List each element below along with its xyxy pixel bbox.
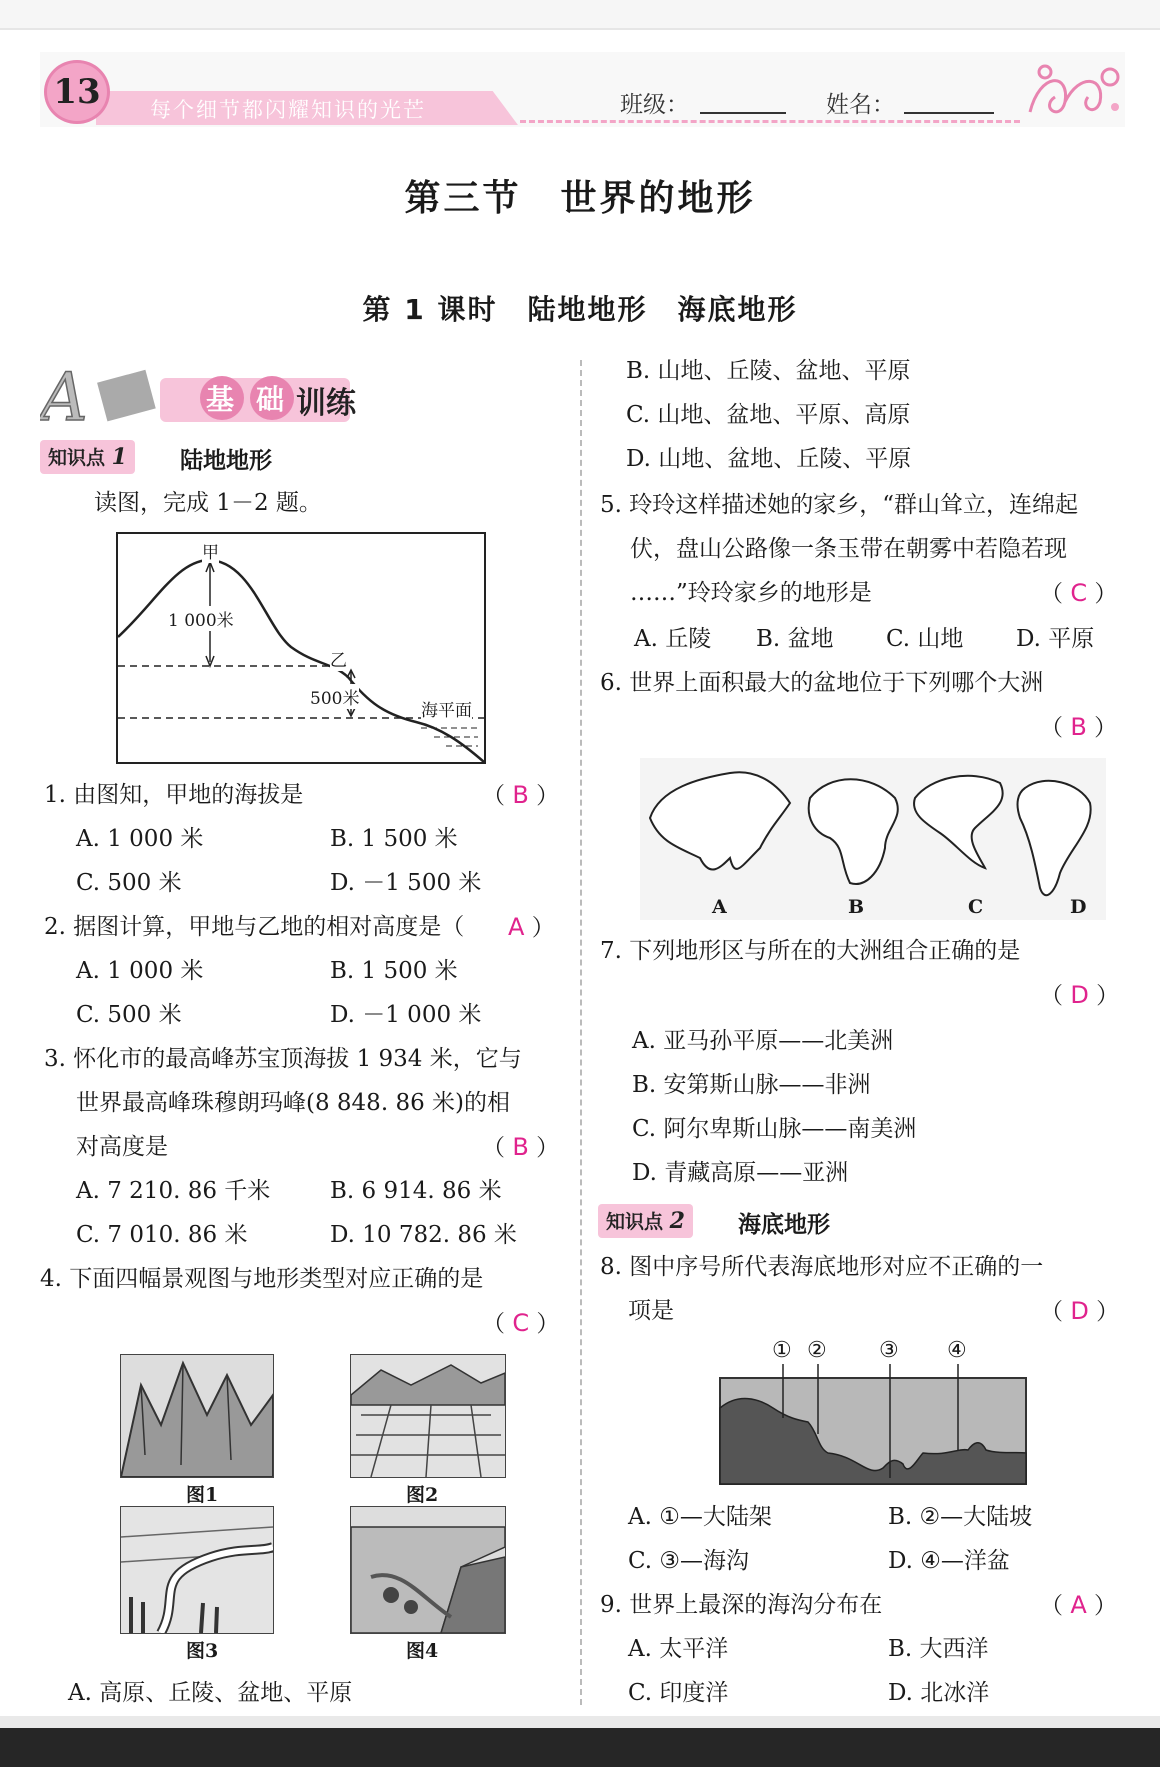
- q4-stem: 4. 下面四幅景观图与地形类型对应正确的是: [40, 1266, 484, 1292]
- q9-option-a[interactable]: A. 太平洋: [628, 1636, 729, 1662]
- motto: 每个细节都闪耀知识的光芒: [150, 98, 426, 122]
- figure-3-caption: 图3: [186, 1640, 219, 1662]
- q8-option-b[interactable]: B. ②—大陆坡: [888, 1504, 1033, 1530]
- q9-option-c[interactable]: C. 印度洋: [628, 1680, 729, 1706]
- q7-option-a[interactable]: A. 亚马孙平原——北美洲: [632, 1028, 894, 1054]
- q7-answer-bracket: （ D ）: [1040, 981, 1120, 1009]
- q9-stem: 9. 世界上最深的海沟分布在: [600, 1592, 883, 1618]
- q5-option-c[interactable]: C. 山地: [886, 626, 964, 652]
- knowledge-point-title-2: 海底地形: [738, 1212, 830, 1238]
- map-label-a: A: [712, 896, 727, 918]
- label-500m: 500米: [310, 684, 359, 709]
- column-divider: [580, 360, 582, 1705]
- landscape-figure-3: [120, 1506, 274, 1634]
- banner-text: 训练: [296, 386, 356, 421]
- flower-ornament-icon: [1020, 52, 1125, 127]
- page-number: 13: [44, 60, 110, 124]
- q1-answer-bracket: （ B ）: [482, 781, 560, 809]
- q4-option-a[interactable]: A. 高原、丘陵、盆地、平原: [68, 1680, 353, 1706]
- q5-option-d[interactable]: D. 平原: [1016, 626, 1095, 652]
- q8-stem-line2: 项是: [628, 1298, 674, 1324]
- q3-option-b[interactable]: B. 6 914. 86 米: [330, 1178, 502, 1204]
- continent-outlines-map: [640, 758, 1106, 920]
- q1-option-c[interactable]: C. 500 米: [76, 870, 182, 896]
- mountain-landscape-icon: [121, 1355, 273, 1477]
- q5-option-a[interactable]: A. 丘陵: [634, 626, 712, 652]
- class-blank[interactable]: [700, 112, 786, 114]
- q5-answer-bracket: （ C ）: [1040, 579, 1118, 607]
- q5-answer: C: [1070, 579, 1088, 607]
- banner-char-1: 基: [206, 383, 235, 416]
- q8-option-a[interactable]: A. ①—大陆架: [628, 1504, 772, 1530]
- top-edge: [0, 0, 1160, 30]
- page-subtitle: 第 1 课时 陆地地形 海底地形: [362, 293, 798, 326]
- q8-option-c[interactable]: C. ③—海沟: [628, 1548, 750, 1574]
- seafloor-marker-3: ③: [879, 1338, 899, 1363]
- seafloor-profile-diagram: [718, 1338, 1028, 1486]
- q7-option-b[interactable]: B. 安第斯山脉——非洲: [632, 1072, 871, 1098]
- map-label-b: B: [848, 896, 865, 918]
- seafloor-figure: [718, 1338, 1028, 1486]
- q4-option-b[interactable]: B. 山地、丘陵、盆地、平原: [626, 358, 911, 384]
- label-sea-level: 海平面: [421, 696, 472, 721]
- q7-answer: D: [1070, 981, 1089, 1009]
- q1-answer: B: [512, 781, 529, 809]
- q3-option-c[interactable]: C. 7 010. 86 米: [76, 1222, 248, 1248]
- banner-char-2: 础: [256, 383, 285, 416]
- q4-option-c[interactable]: C. 山地、盆地、平原、高原: [626, 402, 911, 428]
- q1-option-a[interactable]: A. 1 000 米: [76, 826, 204, 852]
- q6-stem: 6. 世界上面积最大的盆地位于下列哪个大洲: [600, 670, 1044, 696]
- header-dash: [520, 120, 1020, 123]
- q5-stem-line1: 5. 玲玲这样描述她的家乡，“群山耸立，连绵起: [600, 492, 1079, 518]
- q8-stem-line1: 8. 图中序号所代表海底地形对应不正确的一: [600, 1254, 1044, 1280]
- figure-4-caption: 图4: [406, 1640, 439, 1662]
- q2-option-b[interactable]: B. 1 500 米: [330, 958, 458, 984]
- q9-option-b[interactable]: B. 大西洋: [888, 1636, 989, 1662]
- knowledge-point-tag-2: 知识点 2: [598, 1204, 693, 1238]
- q2-answer: A: [508, 913, 525, 941]
- q2-option-c[interactable]: C. 500 米: [76, 1002, 182, 1028]
- plateau-landscape-icon: [351, 1507, 505, 1633]
- q9-option-d[interactable]: D. 北冰洋: [888, 1680, 990, 1706]
- q2-answer-bracket: A ）: [508, 913, 555, 941]
- q8-option-d[interactable]: D. ④—洋盆: [888, 1548, 1010, 1574]
- q8-answer: D: [1070, 1297, 1089, 1325]
- q2-option-a[interactable]: A. 1 000 米: [76, 958, 204, 984]
- knowledge-point-tag: 知识点 1: [40, 440, 135, 474]
- q1-option-d[interactable]: D. －1 500 米: [330, 870, 482, 896]
- q9-answer-bracket: （ A ）: [1040, 1591, 1118, 1619]
- q1-option-b[interactable]: B. 1 500 米: [330, 826, 458, 852]
- q7-option-c[interactable]: C. 阿尔卑斯山脉——南美洲: [632, 1116, 917, 1142]
- label-1000m: 1 000米: [168, 606, 234, 631]
- q2-stem: 2. 据图计算，甲地与乙地的相对高度是（: [44, 914, 465, 940]
- q4-answer-bracket: （ C ）: [482, 1309, 560, 1337]
- elevation-profile-figure: [116, 532, 486, 764]
- q1-stem: 1. 由图知，甲地的海拔是: [44, 782, 304, 808]
- continents-figure: [640, 758, 1106, 920]
- q3-stem-line2: 世界最高峰珠穆朗玛峰(8 848. 86 米)的相: [76, 1090, 510, 1116]
- bottom-bar: [0, 1728, 1160, 1767]
- name-blank[interactable]: [904, 112, 994, 114]
- seafloor-marker-1: ①: [772, 1338, 792, 1363]
- knowledge-point-title: 陆地地形: [180, 448, 272, 474]
- label-jia: 甲: [202, 538, 219, 563]
- q3-answer-bracket: （ B ）: [482, 1133, 560, 1161]
- page-title: 第三节 世界的地形: [404, 177, 756, 219]
- q3-stem-line1: 3. 怀化市的最高峰苏宝顶海拔 1 934 米，它与: [44, 1046, 522, 1072]
- figure-2-caption: 图2: [406, 1484, 439, 1506]
- q4-option-d[interactable]: D. 山地、盆地、丘陵、平原: [626, 446, 912, 472]
- q6-answer: B: [1070, 713, 1087, 741]
- q3-stem-line3: 对高度是: [76, 1134, 168, 1160]
- q8-answer-bracket: （ D ）: [1040, 1297, 1120, 1325]
- q6-answer-bracket: （ B ）: [1040, 713, 1118, 741]
- q3-option-d[interactable]: D. 10 782. 86 米: [330, 1222, 517, 1248]
- map-label-c: C: [968, 896, 984, 918]
- q9-answer: A: [1070, 1591, 1087, 1619]
- section-banner: [40, 358, 356, 430]
- q5-option-b[interactable]: B. 盆地: [756, 626, 834, 652]
- plain-landscape-icon: [121, 1507, 273, 1633]
- bottom-edge: [0, 1716, 1160, 1728]
- seafloor-marker-2: ②: [807, 1338, 827, 1363]
- q7-option-d[interactable]: D. 青藏高原——亚洲: [632, 1160, 849, 1186]
- q3-answer: B: [512, 1133, 529, 1161]
- label-yi: 乙: [330, 646, 347, 671]
- seafloor-marker-4: ④: [947, 1338, 967, 1363]
- name-label: 姓名：: [826, 92, 895, 118]
- landscape-figure-1: [120, 1354, 274, 1478]
- q4-answer: C: [512, 1309, 530, 1337]
- class-label: 班级：: [620, 92, 689, 118]
- basin-landscape-icon: [351, 1355, 505, 1477]
- figure-1-caption: 图1: [186, 1484, 219, 1506]
- q5-stem-line2: 伏，盘山公路像一条玉带在朝雾中若隐若现: [630, 536, 1067, 562]
- intro-text: 读图，完成 1－2 题。: [94, 490, 322, 516]
- q3-option-a[interactable]: A. 7 210. 86 千米: [76, 1178, 271, 1204]
- landscape-figure-4: [350, 1506, 506, 1634]
- q7-stem: 7. 下列地形区与所在的大洲组合正确的是: [600, 938, 1021, 964]
- svg-text:A: A: [40, 359, 88, 430]
- landscape-figure-2: [350, 1354, 506, 1478]
- q5-stem-line3: ……”玲玲家乡的地形是: [630, 580, 872, 606]
- elevation-profile-diagram: [116, 532, 486, 764]
- q2-option-d[interactable]: D. －1 000 米: [330, 1002, 482, 1028]
- map-label-d: D: [1070, 896, 1087, 918]
